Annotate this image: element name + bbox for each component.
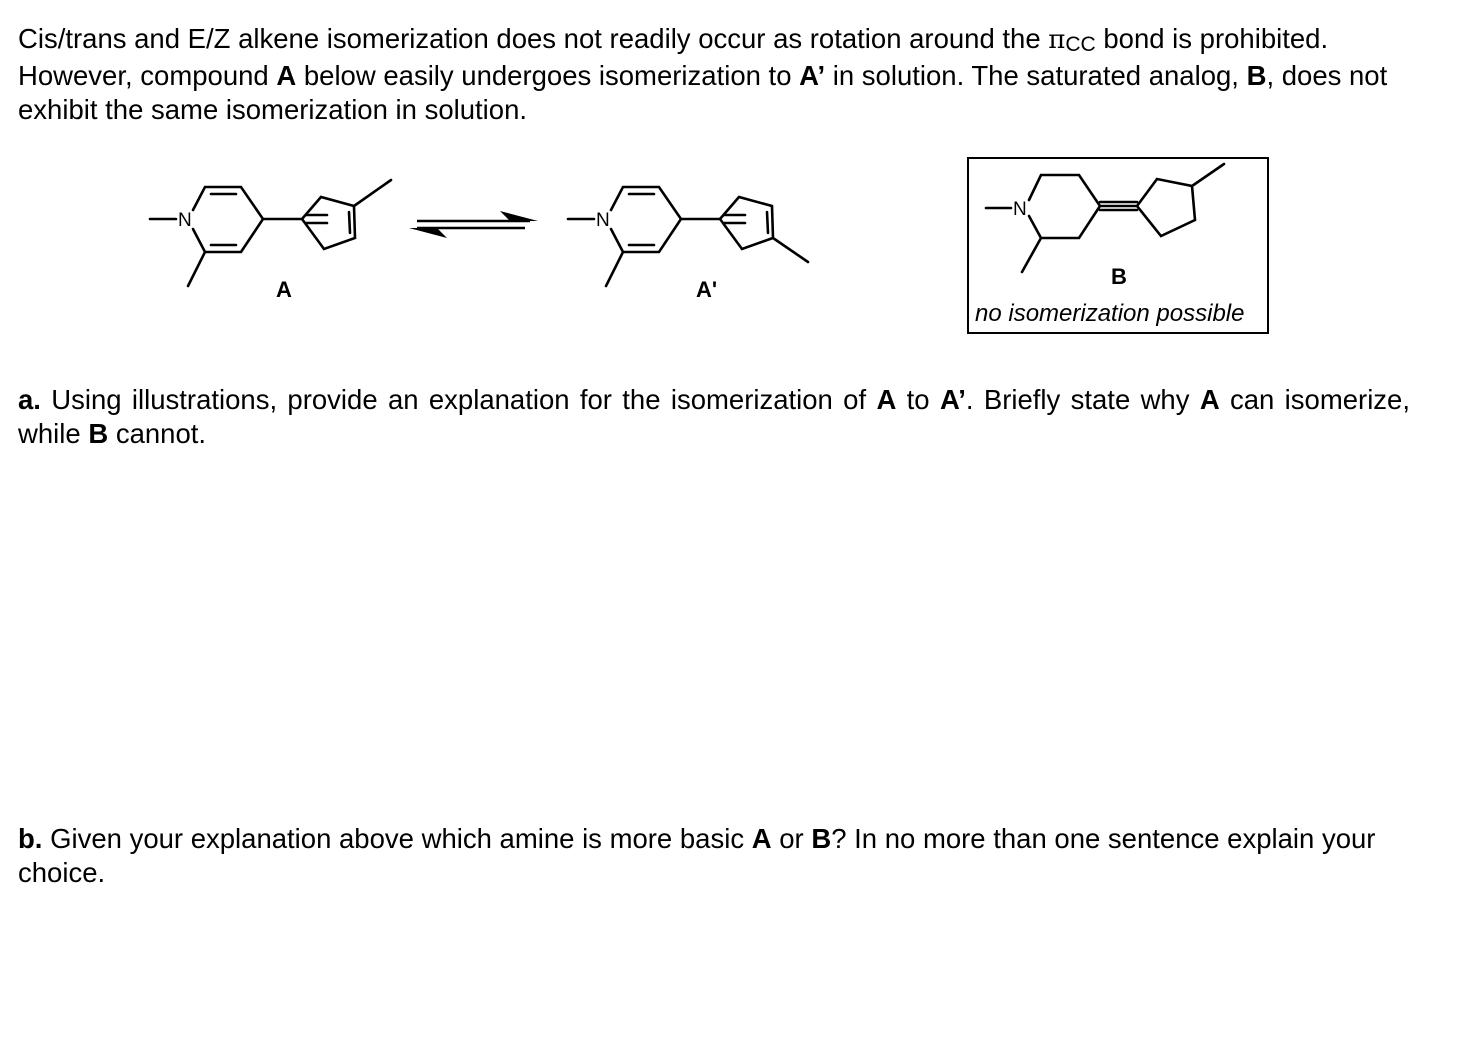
intro-text-2: bond is prohibited. However, compound: [18, 23, 1329, 91]
question-a-text-4: can isomerize, while: [18, 384, 1410, 449]
intro-compound-a: A: [276, 60, 297, 91]
atom-n-a-prime: N: [596, 210, 610, 231]
intro-compound-b: B: [1246, 60, 1267, 91]
label-a: A: [276, 277, 292, 302]
question-a: [18, 383, 1410, 451]
question-a-compound-a: A: [876, 384, 897, 415]
question-a-compound-a-prime: A’: [939, 384, 966, 415]
question-b-compound-b: B: [811, 823, 832, 854]
intro-compound-a-prime: A’: [799, 60, 826, 91]
question-b-text-1: Given your explanation above which amine is more basic: [42, 823, 752, 854]
intro-text-3: below easily undergoes isomerization to: [296, 60, 800, 91]
intro-text-1: Cis/trans and E/Z alkene isomerization does not readily occur as rotation around the: [18, 23, 1049, 54]
question-a-compound-a-2: A: [1199, 384, 1220, 415]
question-a-text-5: cannot.: [108, 418, 207, 449]
equilibrium-arrows: [409, 211, 538, 238]
note-b: no isomerization possible: [975, 300, 1245, 327]
question-b: [18, 822, 1410, 890]
question-a-text-3: . Briefly state why: [965, 384, 1200, 415]
question-a-compound-b: B: [88, 418, 109, 449]
question-b-text-2: or: [771, 823, 812, 854]
question-a-number: a.: [18, 384, 41, 415]
question-a-text-1: Using illustrations, provide an explanation for the isomerization of: [40, 384, 877, 415]
intro-text-4: in solution. The saturated analog,: [825, 60, 1247, 91]
question-b-compound-a: A: [751, 823, 772, 854]
question-a-text-2: to: [896, 384, 940, 415]
pi-subscript: CC: [1065, 33, 1096, 56]
question-b-number: b.: [18, 823, 43, 854]
label-b: B: [1111, 264, 1127, 289]
structure-a: [150, 180, 391, 286]
atom-n-b: N: [1013, 199, 1027, 220]
structure-a-prime: [568, 187, 808, 286]
question-b-text-3: ? In no more than one sentence explain your choice.: [18, 823, 1376, 888]
atom-n-a: N: [178, 210, 192, 231]
intro-text-5: , does not exhibit the same isomerization in solution.: [18, 60, 1388, 125]
label-a-prime: A': [696, 277, 718, 302]
pi-symbol: π: [1048, 25, 1066, 55]
